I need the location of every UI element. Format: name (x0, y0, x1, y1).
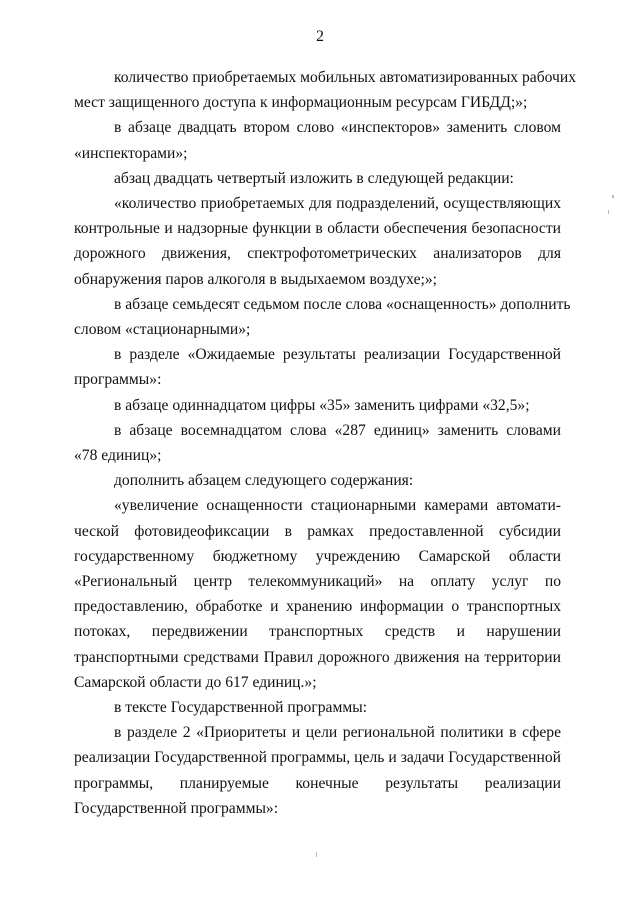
text-line: Самарской области до 617 единиц.»; (74, 673, 317, 691)
text-line: «Региональный центр телекоммуникаций» на оплату услуг по (74, 573, 561, 591)
paragraph (74, 342, 561, 392)
text-line: «количество приобретаемых для подразделений, осуществляющих (114, 195, 561, 213)
text-line: транспортными средствами Правил дорожного движения на территории (74, 648, 561, 666)
text-line: словом «стационарными»; (74, 321, 251, 339)
text-line: Государственной программы»: (74, 799, 279, 817)
document-body (74, 65, 577, 821)
text-line: дорожного движения, спектрофотометрических анализаторов для (74, 245, 561, 263)
paragraph (74, 393, 561, 418)
scan-speck (612, 195, 614, 198)
text-line: «увеличение оснащенности стационарными камерами автомати- (114, 497, 561, 515)
paragraph (74, 115, 561, 165)
text-line: в тексте Государственной программы: (114, 699, 368, 717)
text-line: в абзаце двадцать втором слово «инспекторов» заменить словом (114, 119, 561, 137)
paragraph (74, 191, 561, 292)
paragraph (74, 720, 561, 821)
text-line: количество приобретаемых мобильных автоматизированных рабочих (114, 69, 577, 86)
scan-speck (608, 210, 609, 214)
text-line: обнаружения паров алкоголя в выдыхаемом воздухе;»; (74, 270, 437, 288)
text-line: контрольные и надзорные функции в области обеспечения безопасности (74, 220, 561, 238)
text-line: в абзаце семьдесят седьмом после слова «оснащенность» дополнить (114, 295, 571, 313)
text-line: «78 единиц»; (74, 447, 162, 465)
text-line: ческой фотовидеофиксации в рамках предоставленной субсидии (74, 522, 561, 540)
text-line: потоках, передвижении транспортных средств и нарушении (74, 623, 561, 641)
text-line: в разделе «Ожидаемые результаты реализации Государственной (114, 346, 561, 364)
text-line: государственному бюджетному учреждению Самарской области (74, 547, 561, 565)
text-line: дополнить абзацем следующего содержания: (114, 472, 414, 490)
text-line: программы»: (74, 371, 162, 389)
paragraph (74, 65, 577, 115)
text-line: программы, планируемые конечные результаты реализации (74, 774, 561, 792)
text-line: в абзаце восемнадцатом слова «287 единиц» заменить словами (114, 421, 561, 439)
scan-speck (316, 852, 317, 857)
text-line: абзац двадцать четвертый изложить в следующей редакции: (114, 169, 514, 187)
text-line: мест защищенного доступа к информационным ресурсам ГИБДД;»; (74, 94, 528, 112)
text-line: предоставлению, обработке и хранению информации о транспортных (74, 598, 561, 616)
paragraph (74, 468, 561, 493)
text-line: в разделе 2 «Приоритеты и цели региональной политики в сфере (114, 724, 561, 742)
paragraph (74, 695, 561, 720)
paragraph (74, 292, 571, 342)
text-line: в абзаце одиннадцатом цифры «35» заменить цифрами «32,5»; (114, 396, 530, 414)
paragraph (74, 418, 561, 468)
text-line: «инспекторами»; (74, 144, 188, 162)
page-number: 2 (316, 28, 324, 45)
text-line: реализации Государственной программы, цель и задачи Государственной (74, 749, 561, 767)
paragraph (74, 493, 561, 695)
paragraph (74, 166, 561, 191)
